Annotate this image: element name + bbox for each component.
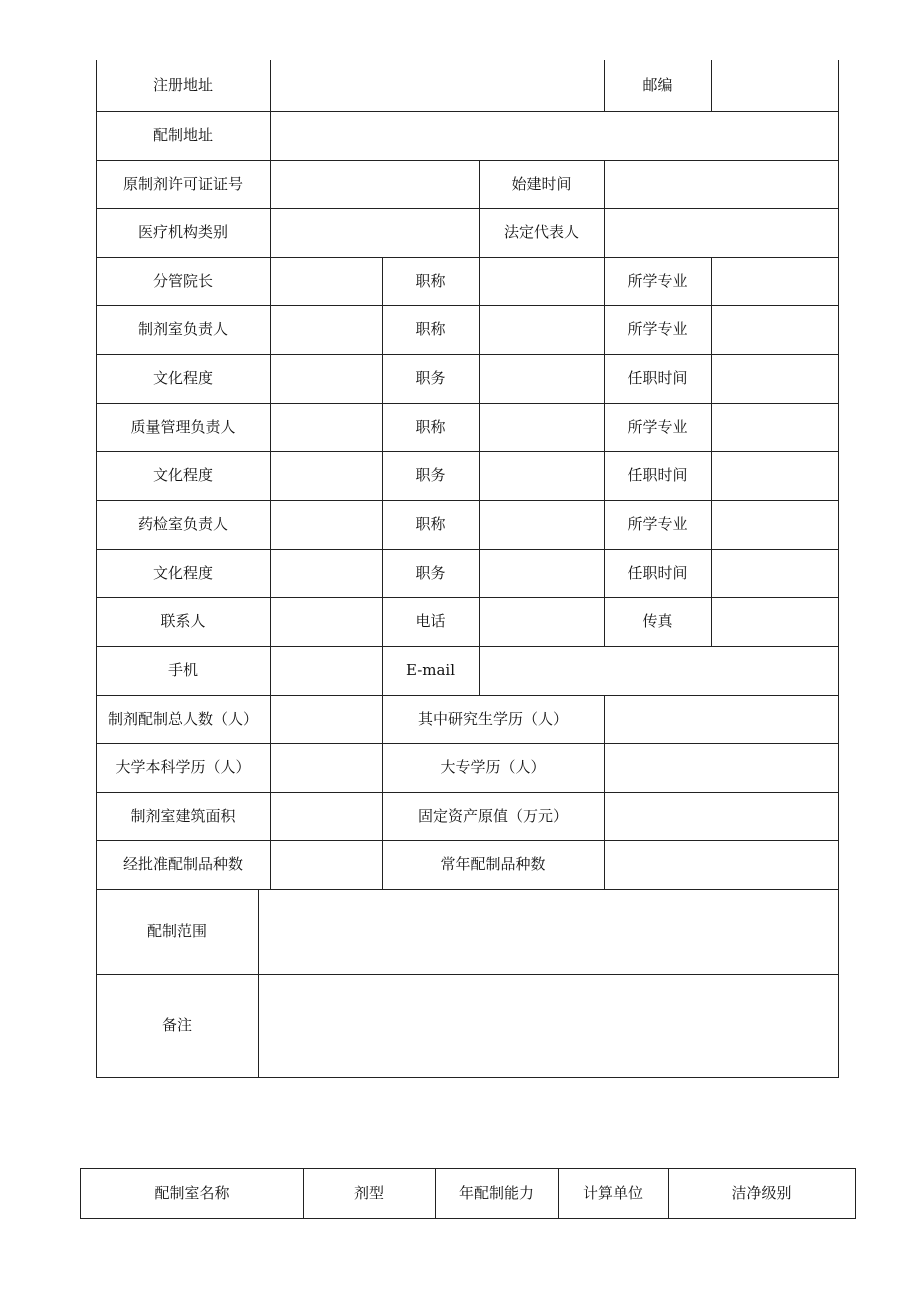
- label-legal-representative: 法定代表人: [503, 223, 579, 241]
- column-divider: [604, 695, 605, 889]
- label-postgraduate-count: 其中研究生学历（人）: [417, 709, 568, 728]
- label-fax: 传真: [642, 612, 673, 630]
- label-phone: 电话: [415, 612, 446, 630]
- label-major: 所学专业: [627, 515, 688, 533]
- column-divider: [479, 646, 480, 695]
- label-education: 文化程度: [152, 466, 213, 484]
- label-major: 所学专业: [627, 320, 688, 338]
- label-lab-head: 药检室负责人: [137, 515, 228, 533]
- label-email: E-mail: [405, 661, 456, 679]
- label-education: 文化程度: [152, 563, 213, 582]
- label-preparation-address: 配制地址: [152, 126, 213, 144]
- label-title: 职称: [415, 515, 446, 533]
- column-divider: [270, 60, 271, 889]
- header-dosage-form: 剂型: [353, 1184, 384, 1202]
- header-room-name: 配制室名称: [154, 1184, 230, 1202]
- header-annual-capacity: 年配制能力: [458, 1184, 534, 1202]
- header-clean-grade: 洁净级别: [731, 1184, 792, 1202]
- table-bottom-border: [96, 1077, 839, 1078]
- label-title: 职称: [415, 320, 446, 338]
- label-position: 职务: [415, 369, 446, 387]
- label-postcode: 邮编: [642, 76, 673, 94]
- label-major: 所学专业: [627, 417, 688, 436]
- label-preparation-scope: 配制范围: [146, 922, 207, 940]
- label-license-number: 原制剂许可证证号: [122, 174, 243, 193]
- label-building-area: 制剂室建筑面积: [130, 806, 236, 825]
- label-tenure-time: 任职时间: [627, 369, 688, 387]
- label-position: 职务: [415, 466, 446, 484]
- label-founded-time: 始建时间: [511, 174, 572, 193]
- label-contact-person: 联系人: [160, 612, 206, 630]
- label-regular-varieties: 常年配制品种数: [440, 855, 546, 873]
- label-title: 职称: [415, 417, 446, 436]
- label-fixed-assets: 固定资产原值（万元）: [417, 806, 568, 825]
- label-title: 职称: [415, 271, 446, 290]
- registration-form-table: [96, 60, 839, 1078]
- label-bachelor-count: 大学本科学历（人）: [115, 758, 251, 776]
- label-tenure-time: 任职时间: [627, 563, 688, 582]
- column-divider: [479, 257, 480, 646]
- label-education: 文化程度: [152, 369, 213, 387]
- column-divider: [711, 257, 712, 646]
- label-institution-category: 医疗机构类别: [137, 223, 228, 241]
- label-registered-address: 注册地址: [152, 76, 213, 94]
- header-unit: 计算单位: [582, 1184, 643, 1202]
- label-deputy-director: 分管院长: [152, 271, 213, 290]
- table-right-border: [838, 60, 839, 1078]
- label-quality-head: 质量管理负责人: [130, 417, 236, 436]
- column-divider: [258, 889, 259, 1078]
- capacity-table-header: [80, 1168, 856, 1219]
- column-divider: [711, 60, 712, 111]
- label-pharmacy-head: 制剂室负责人: [137, 320, 228, 338]
- label-major: 所学专业: [627, 271, 688, 290]
- label-approved-varieties: 经批准配制品种数: [122, 855, 243, 873]
- label-mobile: 手机: [167, 661, 198, 679]
- label-tenure-time: 任职时间: [627, 466, 688, 484]
- label-remarks: 备注: [161, 1016, 192, 1034]
- label-position: 职务: [415, 563, 446, 582]
- label-college-count: 大专学历（人）: [440, 758, 546, 776]
- label-total-staff: 制剂配制总人数（人）: [107, 709, 258, 728]
- column-divider: [604, 160, 605, 257]
